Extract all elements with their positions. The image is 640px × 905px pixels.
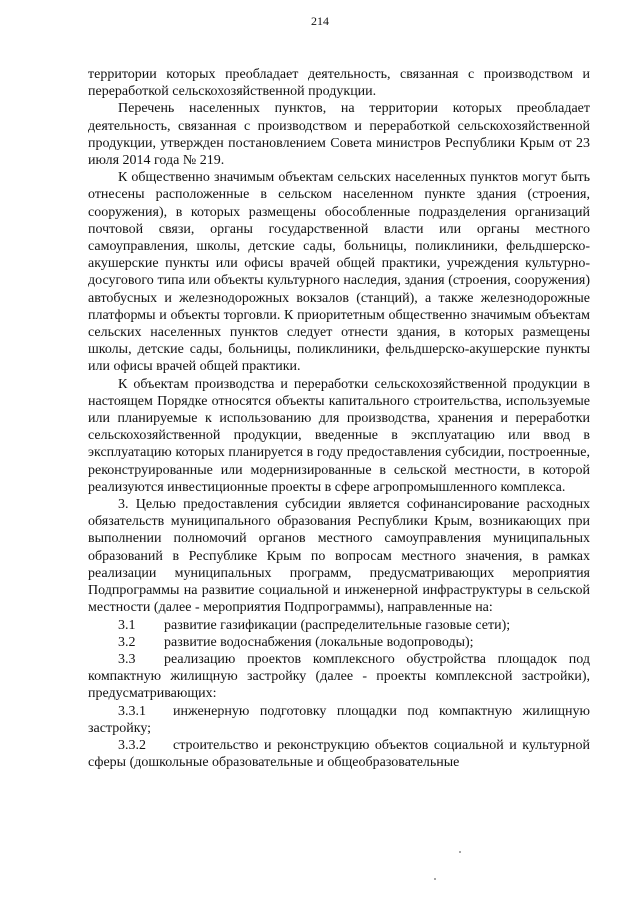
list-item-text: реализацию проектов комплексного обустройства площадок под компактную жилищную застройку (далее - проекты комплексной застройки), предусматривающих: (88, 651, 590, 702)
list-item-text: инженерную подготовку площадки под компактную жилищную застройку; (88, 703, 590, 736)
list-item-text: строительство и реконструкцию объектов социальной и культурной сферы (дошкольные образовательные и общеобразовательные (88, 737, 590, 771)
list-item-text: развитие водоснабжения (локальные водопроводы); (164, 634, 474, 650)
list-item-number: 3.3 (118, 651, 136, 667)
paragraph-settlements-list: Перечень населенных пунктов, на территории которых преобладает деятельность, связанная с производством и переработкой сельскохозяйственной продукции, утвержден постановлением Совета министров Республики Крым от 23 июля 2014 года № 219. (88, 101, 590, 169)
list-item-complex-development (88, 651, 590, 703)
list-item-number: 3.3.1 (118, 703, 146, 719)
paragraph-continuation: территории которых преобладает деятельность, связанная с производством и переработкой сельскохозяйственной продукции. (88, 67, 590, 100)
list-item-number: 3.1 (118, 617, 136, 633)
list-item-site-preparation (88, 703, 590, 737)
paragraph-production-objects: К объектам производства и переработки сельскохозяйственной продукции в настоящем Порядке относятся объекты капитального строительства, используемые или планируемые к использованию для производства, хранения и переработки сельскохозяйственной продукции, введенные в эксплуатацию или ввод в эксплуатацию которых планируется в году предоставления субсидии, построенные, реконструированные или модернизированные в сельской местности, в которой реализуются инвестиционные проекты в сфере агропромышленного комплекса. (88, 376, 590, 495)
scan-speck (459, 851, 461, 853)
list-item-water-supply (88, 634, 590, 651)
list-item-number: 3.3.2 (118, 737, 146, 753)
paragraph-public-objects: К общественно значимым объектам сельских населенных пунктов могут быть отнесены расположенные в сельском населенном пункте здания (строения, сооружения), в которых размещены обособленные подразделения организаций почтовой связи, органы государственной власти или органы местного самоуправления, школы, детские сады, больницы, поликлиники, фельдшерско-акушерские пункты или офисы врачей общей практики, учреждения культурно-досугового типа или объекты культурного наследия, здания (строения, сооружения) автобусных и железнодорожных вокзалов (станций), а также железнодорожные платформы и объекты торговли. К приоритетным общественно значимым объектам сельских населенных пунктов следует отнести здания, в которых размещены школы, детские сады, больницы, поликлиники, фельдшерско-акушерские пункты или офисы врачей общей практики. (88, 170, 590, 375)
list-item-gasification (88, 617, 590, 634)
list-item-text: развитие газификации (распределительные газовые сети); (164, 617, 511, 633)
list-item-social-construction (88, 737, 590, 771)
paragraph-subsidy-purpose: 3. Целью предоставления субсидии является софинансирование расходных обязательств муниципального образования Республики Крым, возникающих при выполнении полномочий органов местного самоуправления муниципальных образований в Республике Крым по вопросам местного значения, в рамках реализации муниципальных программ, предусматривающих мероприятия Подпрограммы на развитие социальной и инженерной инфраструктуры в сельской местности (далее - мероприятия Подпрограммы), направленные на: (88, 497, 590, 616)
list-item-number: 3.2 (118, 634, 136, 650)
document-body (88, 66, 590, 771)
scan-speck (434, 878, 436, 880)
page-number: 214 (311, 14, 329, 28)
